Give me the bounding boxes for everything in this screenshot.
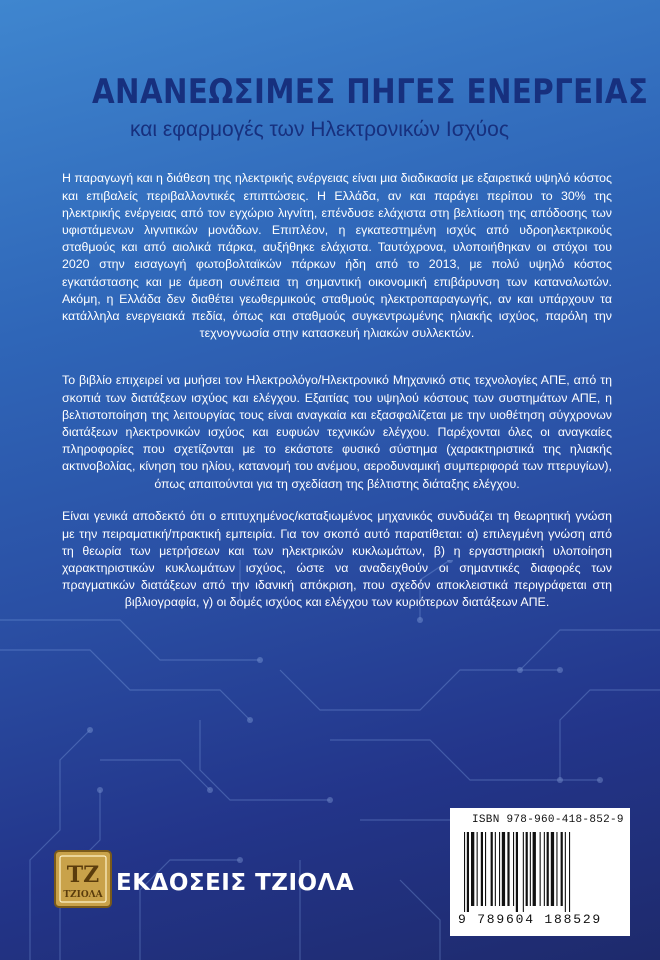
- isbn-label: ISBN 978-960-418-852-9: [472, 814, 624, 826]
- description-paragraph-3: Είναι γενικά αποδεκτό ότι ο επιτυχημένος/καταξιωμένος μηχανικός συνδυάζει τη θεωρητική γνώση με την πειραματική/πρακτική εμπειρία. Για τον σκοπό αυτό παρατίθεται: α) επιλεγμένη γνώση από τη θεωρία των μετρήσεων και των ηλεκτρικών κυκλωμάτων, β) η εργαστηριακή υλοποίηση χαρακτηριστικών κυκλωμάτων ισχύος, ώστε να αναδειχθούν οι σημαντικές διαφορές των πραγματικών διατάξεων από την ιδανική απόκριση, που σχεδόν αποκλειστικά περιγράφεται στη βιβλιογραφία, γ) οι δομές ισχύος και ελέγχου των κυριότερων διατάξεων ΑΠΕ.: [62, 509, 612, 610]
- svg-text:ΤΖ: ΤΖ: [66, 862, 100, 888]
- book-title: ΑΝΑΝΕΩΣΙΜΕΣ ΠΗΓΕΣ ΕΝΕΡΓΕΙΑΣ: [92, 72, 649, 112]
- barcode-digits: 9 789604 188529: [458, 912, 603, 927]
- isbn-barcode: [450, 808, 630, 936]
- publisher-logo: [52, 848, 114, 910]
- publisher-logo-icon: [52, 848, 114, 910]
- barcode-bars-icon: [462, 832, 618, 912]
- description-paragraph-1: Η παραγωγή και η διάθεση της ηλεκτρικής ενέργειας είναι μια διαδικασία με εξαιρετικά υψηλό κόστος και επιβαλείς περιβαλλοντικές επιπτώσεις. Η Ελλάδα, αν και παράγει περίπου το 30% της ηλεκτρικής ενέργειας από τον εγχώριο λιγνίτη, επένδυσε ελάχιστα στη βελτίωση της απόδοσης των υφιστάμενων λιγνιτικών μονάδων. Επιπλέον, η εγκατεστημένη ισχύς από υδροηλεκτρικούς σταθμούς και από αιολικά πάρκα, αυξήθηκε ελάχιστα. Ταυτόχρονα, υλοποιήθηκαν οι στόχοι του 2020 στην εισαγωγή φωτοβολταϊκών πάρκων ήδη από το 2013, με πολύ υψηλό κόστος εγκατάστασης και με άμεση συνέπεια τη σημαντική οικονομική επιβάρυνση των καταναλωτών. Ακόμη, η Ελλάδα δεν διαθέτει γεωθερμικούς σταθμούς ηλεκτροπαραγωγής, αν και υπάρχουν τα κατάλληλα ενεργειακά πεδία, όπως και σταθμούς συγκεντρωμένης ηλιακής ισχύος, παρόλη την τεχνογνωσία στην κατασκευή ηλιακών συλλεκτών.: [62, 171, 612, 341]
- description-paragraph-2: Το βιβλίο επιχειρεί να μυήσει τον Ηλεκτρολόγο/Ηλεκτρονικό Μηχανικό στις τεχνολογίες ΑΠΕ, από τη σκοπιά των διατάξεων ισχύος και ελέγχου. Εξαιτίας του υψηλού κόστους των συστημάτων ΑΠΕ, η βελτιστοποίηση της λειτουργίας τους είναι αναγκαία και εξασφαλίζεται με την υιοθέτηση σύγχρονων διατάξεων ηλεκτρονικών ισχύος και ευφυών τεχνικών ελέγχου. Παρέχονται όλες οι αναγκαίες πληροφορίες που σχετίζονται με το εκάστοτε φυσικό σύστημα (χαρακτηριστικά της ηλιακής ακτινοβολίας, κίνηση του ηλίου, κατανομή του ανέμου, αεροδυναμική συμπεριφορά των πτερυγίων), όπως απαιτούνται για τη σχεδίαση της βέλτιστης διάταξης ελέγχου.: [62, 373, 612, 491]
- book-subtitle: και εφαρμογές των Ηλεκτρονικών Ισχύος: [130, 118, 509, 141]
- publisher-name: ΕΚΔΟΣΕΙΣ ΤΖΙΟΛΑ: [116, 870, 355, 896]
- svg-text:ΤΖΙΟΛΑ: ΤΖΙΟΛΑ: [63, 890, 103, 900]
